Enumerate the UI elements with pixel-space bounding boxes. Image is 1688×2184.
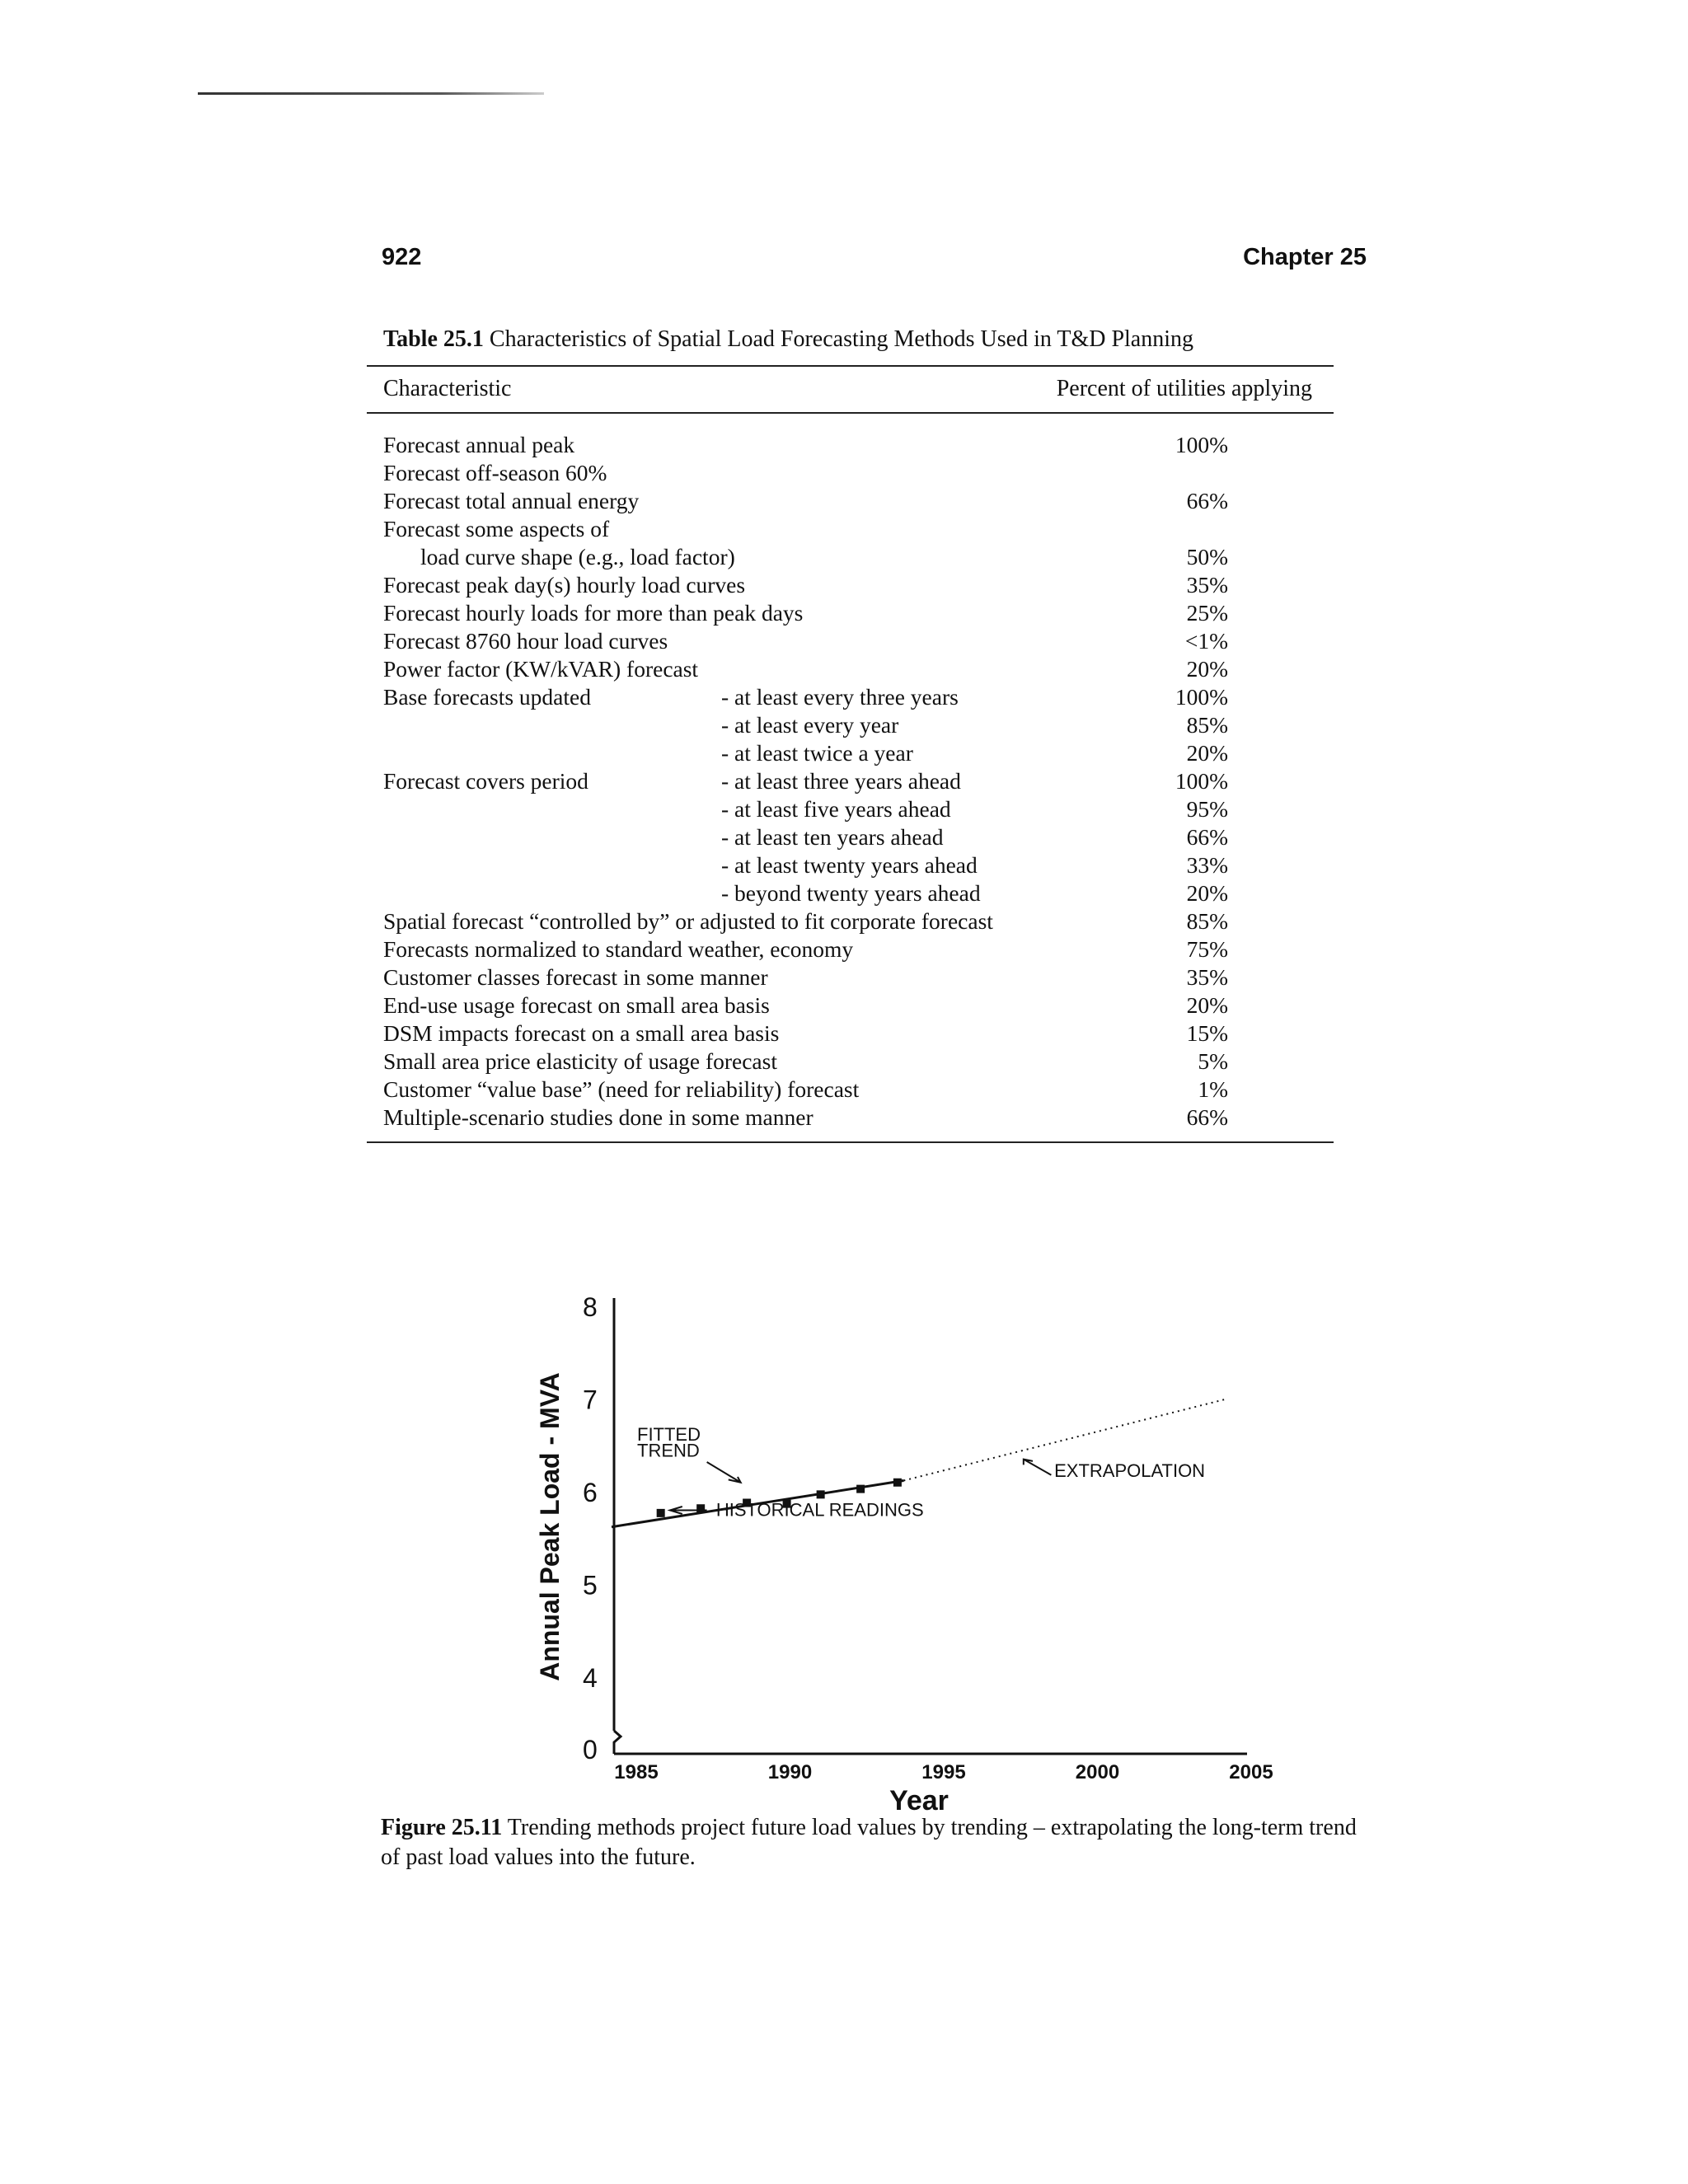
row-percent: 100% (1175, 768, 1228, 794)
table-row (0, 767, 1688, 795)
row-percent: 25% (1186, 600, 1228, 626)
table-row (0, 795, 1688, 823)
row-percent: 35% (1186, 572, 1228, 598)
y-tick-label: 0 (583, 1735, 598, 1765)
row-characteristic: Customer “value base” (need for reliability) forecast (383, 1076, 860, 1102)
row-subcondition: - at least every year (721, 712, 899, 738)
page-number: 922 (382, 244, 422, 270)
table-row (0, 935, 1688, 963)
table-row (0, 711, 1688, 739)
figure-caption-label: Figure 25.11 (381, 1815, 503, 1840)
row-percent: 20% (1186, 880, 1228, 906)
row-subcondition: - at least twice a year (721, 740, 913, 766)
y-axis-title: Annual Peak Load - MVA (535, 1372, 565, 1681)
table-row (0, 683, 1688, 711)
table-row (0, 487, 1688, 515)
scan-artifact-rule (198, 92, 544, 95)
row-percent: 66% (1186, 1104, 1228, 1130)
row-subcondition: - at least twenty years ahead (721, 852, 978, 878)
table-row (0, 851, 1688, 879)
table-row (0, 1047, 1688, 1076)
row-characteristic: Forecast 8760 hour load curves (383, 628, 668, 654)
y-tick-label: 6 (583, 1478, 598, 1507)
table-row (0, 739, 1688, 767)
row-percent: 20% (1186, 992, 1228, 1018)
table-row (0, 459, 1688, 487)
x-tick-label: 1990 (767, 1761, 813, 1783)
fitted-trend-arrow (707, 1462, 741, 1483)
row-percent: 50% (1186, 544, 1228, 569)
row-characteristic: Forecast total annual energy (383, 488, 640, 513)
table-row (0, 963, 1688, 991)
row-characteristic: Forecast annual peak (383, 432, 575, 457)
row-characteristic: Power factor (KW/kVAR) forecast (383, 656, 699, 682)
row-percent: <1% (1184, 628, 1228, 654)
row-characteristic: Forecast covers period (383, 768, 588, 794)
table-row (0, 627, 1688, 655)
table-row (0, 907, 1688, 935)
table-caption-text: Characteristics of Spatial Load Forecasting Methods Used in T&D Planning (483, 326, 1193, 352)
row-characteristic: Customer classes forecast in some manner (383, 964, 768, 990)
table-row (0, 823, 1688, 851)
row-percent: 35% (1186, 964, 1228, 990)
row-percent: 95% (1186, 796, 1228, 822)
row-characteristic: Spatial forecast “controlled by” or adjusted to fit corporate forecast (383, 908, 993, 934)
table-top-rule (367, 365, 1334, 367)
x-tick-label: 1995 (921, 1761, 966, 1783)
row-percent: 66% (1186, 824, 1228, 850)
page-header (382, 244, 1367, 277)
row-characteristic: Forecast off-season 60% (383, 460, 607, 485)
row-characteristic: Multiple-scenario studies done in some manner (383, 1104, 814, 1130)
annotation-historical-readings: HISTORICAL READINGS (715, 1499, 924, 1521)
x-tick-label: 1985 (614, 1761, 659, 1783)
row-characteristic: Forecasts normalized to standard weather, economy (383, 936, 854, 962)
table-row (0, 431, 1688, 459)
row-characteristic: DSM impacts forecast on a small area basis (383, 1020, 780, 1046)
figure-caption (381, 1813, 1370, 1872)
column-header-percent: Percent of utilities applying (1056, 376, 1312, 401)
row-percent: 5% (1198, 1048, 1228, 1074)
annotation-fitted: FITTED (637, 1424, 701, 1446)
historical-reading-point (657, 1509, 665, 1517)
table-row (0, 991, 1688, 1019)
table-row (0, 655, 1688, 683)
row-characteristic: load curve shape (e.g., load factor) (420, 544, 735, 569)
row-characteristic: Forecast peak day(s) hourly load curves (383, 572, 746, 598)
row-percent: 85% (1186, 908, 1228, 934)
row-percent: 85% (1186, 712, 1228, 738)
chapter-title: Chapter 25 (1243, 244, 1367, 270)
row-subcondition: - beyond twenty years ahead (721, 880, 981, 906)
row-characteristic: Forecast hourly loads for more than peak days (383, 600, 804, 626)
row-characteristic: Small area price elasticity of usage forecast (383, 1048, 777, 1074)
x-tick-label: 2005 (1229, 1761, 1273, 1783)
trend-chart (511, 1286, 1273, 1817)
row-subcondition: - at least every three years (721, 684, 959, 710)
y-tick-label: 5 (583, 1570, 598, 1601)
table-row (0, 1104, 1688, 1132)
table-row (0, 879, 1688, 907)
row-percent: 15% (1186, 1020, 1228, 1046)
row-percent: 100% (1175, 432, 1228, 457)
table-row (0, 599, 1688, 627)
row-percent: 33% (1186, 852, 1228, 878)
annotation-extrapolation: EXTRAPOLATION (1054, 1460, 1206, 1481)
row-characteristic: Forecast some aspects of (383, 516, 610, 541)
row-percent: 1% (1198, 1076, 1228, 1102)
x-tick-label: 2000 (1075, 1761, 1120, 1783)
row-characteristic: Base forecasts updated (383, 684, 591, 710)
table-row (0, 1019, 1688, 1047)
x-axis-title: Year (889, 1785, 949, 1816)
row-subcondition: - at least five years ahead (721, 796, 951, 822)
figure-caption-text: Trending methods project future load values by trending – extrapolating the long-term trend of past load values into the future. (381, 1815, 1357, 1870)
row-percent: 100% (1175, 684, 1228, 710)
table-row (0, 571, 1688, 599)
column-header-characteristic: Characteristic (383, 376, 512, 401)
table-row (0, 515, 1688, 543)
extrapolation-arrow (1024, 1460, 1052, 1475)
annotation-trend: TREND (637, 1440, 700, 1461)
y-tick-label: 8 (583, 1292, 598, 1322)
row-characteristic: End-use usage forecast on small area basis (383, 992, 770, 1018)
table-header-rule (367, 412, 1334, 414)
row-percent: 20% (1186, 740, 1228, 766)
table-row (0, 543, 1688, 571)
chart-svg (511, 1286, 1273, 1816)
y-tick-label: 4 (583, 1663, 598, 1693)
row-percent: 66% (1186, 488, 1228, 513)
row-subcondition: - at least ten years ahead (721, 824, 944, 850)
y-tick-label: 7 (583, 1385, 598, 1415)
table-row (0, 1076, 1688, 1104)
row-subcondition: - at least three years ahead (721, 768, 961, 794)
y-axis-break (614, 1731, 621, 1754)
table-bottom-rule (367, 1141, 1334, 1143)
row-percent: 75% (1186, 936, 1228, 962)
table-caption (383, 326, 1193, 353)
row-percent: 20% (1186, 656, 1228, 682)
table-caption-label: Table 25.1 (383, 326, 484, 352)
